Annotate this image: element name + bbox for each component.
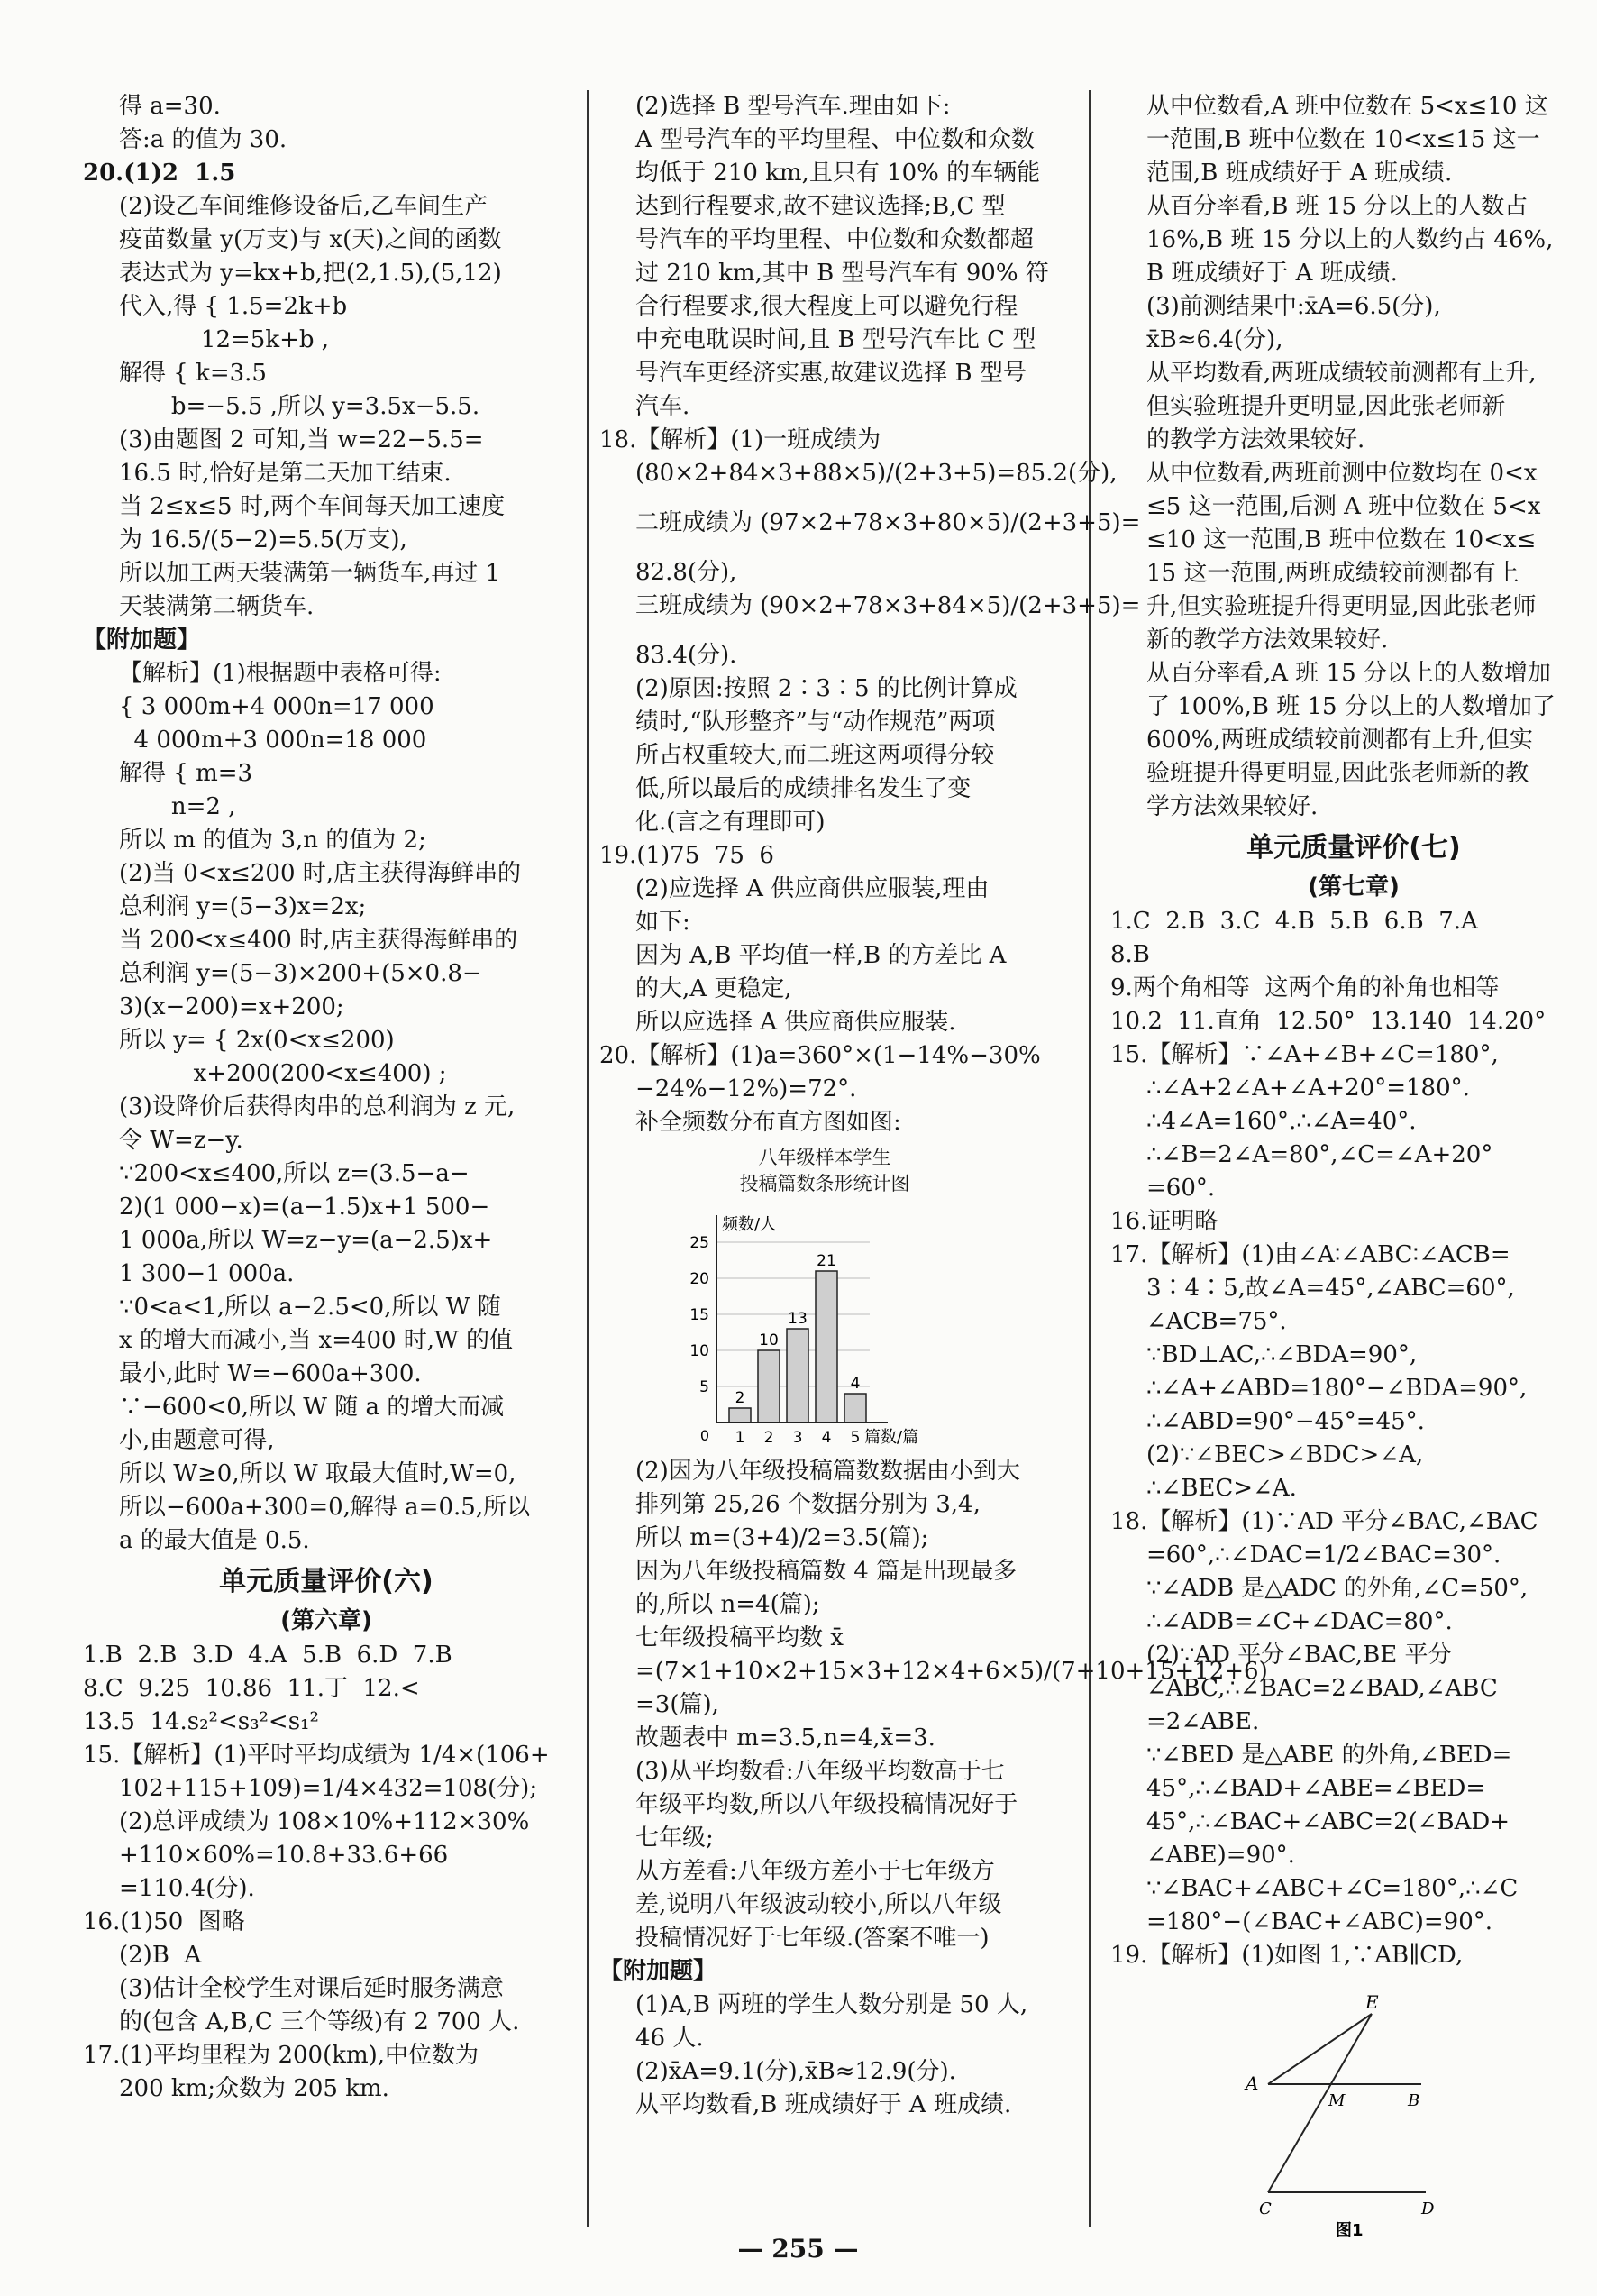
text-line: ≤10 这一范围,B 班中位数在 10<x≤	[1146, 526, 1537, 553]
text-line: 【附加题】	[83, 627, 201, 654]
text-line: ∴∠A+∠ABD=180°−∠BDA=90°,	[1146, 1375, 1528, 1402]
text-line: 七年级;	[635, 1825, 714, 1852]
bar-value-label: 4	[850, 1375, 861, 1393]
y-tick-label: 25	[689, 1234, 709, 1252]
y-tick-label: 20	[689, 1270, 709, 1288]
text-line: 天装满第二辆货车.	[119, 593, 315, 620]
text-line: 12=5k+b ,	[119, 326, 330, 353]
text-line: (3)从平均数看:八年级平均数高于七	[635, 1758, 1005, 1785]
text-line: 二班成绩为 (97×2+78×3+80×5)/(2+3+5)=	[635, 509, 1141, 536]
text-line	[599, 623, 1072, 639]
chart-title: 八年级样本学生	[758, 1147, 891, 1168]
text-line: (3)由题图 2 可知,当 w=22−5.5=	[119, 426, 484, 453]
bar	[844, 1394, 866, 1422]
text-line: 所以加工两天装满第一辆货车,再过 1	[119, 560, 501, 587]
label-m: M	[1328, 2091, 1346, 2110]
y-tick-label: 10	[689, 1342, 709, 1360]
text-line: (2)B A	[119, 1942, 202, 1969]
text-line: 1.C 2.B 3.C 4.B 5.B 6.B 7.A	[1110, 908, 1478, 935]
text-line: 为 16.5/(5−2)=5.5(万支),	[119, 526, 407, 553]
text-line: 【附加题】	[599, 1958, 717, 1985]
text-line: 但实验班提升更明显,因此张老师新	[1146, 393, 1506, 420]
text-line: (1)A,B 两班的学生人数分别是 50 人,	[635, 1991, 1028, 2018]
text-line: 从平均数看,B 班成绩好于 A 班成绩.	[635, 2091, 1012, 2118]
text-line: 的大,A 更稳定,	[635, 975, 792, 1002]
text-line: ∠ACB=75°.	[1146, 1308, 1287, 1335]
label-a: A	[1246, 2072, 1259, 2094]
text-line: 总利润 y=(5−3)×200+(5×0.8−	[119, 960, 482, 987]
text-line: (2)总评成绩为 108×10%+112×30%	[119, 1808, 530, 1835]
bar	[787, 1329, 808, 1422]
text-line: 9.两个角相等 这两个角的补角也相等	[1110, 974, 1500, 1002]
text-line: ∴∠BEC>∠A.	[1146, 1475, 1297, 1502]
text-line: 所以 W≥0,所以 W 取最大值时,W=0,	[119, 1460, 516, 1487]
text-line: ∵∠ADB 是△ADC 的外角,∠C=50°,	[1146, 1575, 1529, 1602]
text-line: 15.【解析】(1)平时平均成绩为 1/4×(106+	[83, 1742, 550, 1769]
text-line: 的教学方法效果较好.	[1146, 426, 1365, 453]
text-line: 从百分率看,B 班 15 分以上的人数占	[1146, 193, 1529, 220]
text-line: 所以 m=(3+4)/2=3.5(篇);	[635, 1524, 929, 1551]
text-line: 范围,B 班成绩好于 A 班成绩.	[1146, 160, 1453, 187]
text-line: 化.(言之有理即可)	[635, 809, 826, 836]
y-axis-label: 频数/人	[722, 1215, 777, 1234]
x-tick-label: 4	[821, 1429, 832, 1447]
text-line: ∴∠ABD=90°−45°=45°.	[1146, 1408, 1425, 1435]
text-line: 16%,B 班 15 分以上的人数约占 46%,	[1146, 226, 1554, 253]
text-line: 令 W=z−y.	[119, 1127, 243, 1154]
page-number: — 255 —	[737, 2234, 859, 2264]
text-line: 【解析】(1)根据题中表格可得:	[119, 660, 442, 687]
text-line: =60°,∴∠DAC=1/2∠BAC=30°.	[1146, 1541, 1501, 1569]
y-tick-label: 15	[689, 1306, 709, 1324]
text-line: 20.(1)2 1.5	[83, 160, 236, 187]
text-line: 4 000m+3 000n=18 000	[119, 727, 427, 754]
text-line: 17.【解析】(1)由∠A∶∠ABC∶∠ACB=	[1110, 1241, 1510, 1268]
text-line: 疫苗数量 y(万支)与 x(天)之间的函数	[119, 226, 502, 253]
answer-column-1	[83, 90, 570, 2218]
text-line: (2)选择 B 型号汽车.理由如下:	[635, 93, 951, 120]
text-line: ∵BD⊥AC,∴∠BDA=90°,	[1146, 1341, 1418, 1368]
text-line: =60°.	[1146, 1175, 1216, 1202]
text-line: 答:a 的值为 30.	[119, 126, 287, 153]
text-line: (3)设降价后获得肉串的总利润为 z 元,	[119, 1093, 516, 1121]
text-line: ∵0<a<1,所以 a−2.5<0,所以 W 随	[119, 1294, 501, 1321]
text-line: n=2 ,	[119, 793, 236, 820]
text-line: 年级平均数,所以八年级投稿情况好于	[635, 1791, 1018, 1818]
text-line: 如下:	[635, 909, 690, 936]
text-line: 19.【解析】(1)如图 1,∵AB∥CD,	[1110, 1942, 1464, 1969]
x-tick-label: 2	[763, 1429, 774, 1447]
text-line: 18.【解析】(1)∵AD 平分∠BAC,∠BAC	[1110, 1508, 1538, 1535]
text-line: 1 300−1 000a.	[119, 1260, 295, 1287]
text-line: (2)应选择 A 供应商供应服装,理由	[635, 875, 990, 902]
text-line: 从平均数看,两班成绩较前测都有上升,	[1146, 360, 1537, 387]
text-line: −24%−12%)=72°.	[635, 1075, 857, 1102]
text-line: (80×2+84×3+88×5)/(2+3+5)=85.2(分),	[635, 460, 1118, 487]
text-line: 绩时,“队形整齐”与“动作规范”两项	[635, 709, 996, 736]
text-line: 升,但实验班提升得更明显,因此张老师	[1146, 593, 1537, 620]
text-line: 表达式为 y=kx+b,把(2,1.5),(5,12)	[119, 260, 502, 287]
text-line: 8.C 9.25 10.86 11.丁 12.<	[83, 1675, 420, 1702]
text-line: 均低于 210 km,且只有 10% 的车辆能	[635, 160, 1041, 187]
text-line: 所占权重较大,而二班这两项得分较	[635, 742, 995, 769]
label-d: D	[1421, 2200, 1435, 2218]
geometry-figure-1	[1110, 1978, 1579, 2239]
text-line: =3(篇),	[635, 1691, 719, 1718]
text-line: 16.5 时,恰好是第二天加工结束.	[119, 460, 452, 487]
chart-svg	[635, 1197, 1014, 1450]
line-ae	[1268, 2014, 1372, 2084]
text-line: 当 200<x≤400 时,店主获得海鲜串的	[119, 927, 518, 954]
text-line: 号汽车的平均里程、中位数和众数都超	[635, 226, 1035, 253]
bar-value-label: 13	[788, 1310, 808, 1328]
text-line: (2)∵AD 平分∠BAC,BE 平分	[1146, 1642, 1452, 1669]
text-line: b=−5.5 ,所以 y=3.5x−5.5.	[119, 393, 480, 420]
text-line: 总利润 y=(5−3)x=2x;	[119, 893, 367, 920]
text-line: 45°,∴∠BAD+∠ABE=∠BED=	[1146, 1775, 1486, 1802]
x-tick-label: 5	[850, 1429, 861, 1447]
text-line: 差,说明八年级波动较小,所以八年级	[635, 1891, 1002, 1918]
text-line: 解得 { m=3	[119, 760, 253, 787]
text-line: (2)当 0<x≤200 时,店主获得海鲜串的	[119, 860, 522, 887]
text-line: 从中位数看,A 班中位数在 5<x≤10 这	[1146, 93, 1548, 120]
text-line: ∠ABE)=90°.	[1146, 1842, 1295, 1869]
x-tick-label: 3	[792, 1429, 803, 1447]
bar-value-label: 21	[817, 1252, 836, 1270]
text-line	[599, 540, 1072, 556]
text-line: 从中位数看,两班前测中位数均在 0<x	[1146, 460, 1538, 487]
text-line: 19.(1)75 75 6	[599, 842, 774, 869]
text-line: 单元质量评价(七)	[1246, 832, 1461, 864]
bar-value-label: 2	[735, 1389, 745, 1407]
text-line: 小,由题意可得,	[119, 1427, 275, 1454]
text-line: 代入,得 { 1.5=2k+b	[119, 293, 348, 320]
text-line: 45°,∴∠BAC+∠ABC=2(∠BAD+	[1146, 1808, 1510, 1835]
text-line: B 班成绩好于 A 班成绩.	[1146, 260, 1398, 287]
x-tick-label: 1	[735, 1429, 745, 1447]
text-line: 新的教学方法效果较好.	[1146, 627, 1389, 654]
chart-subtitle: 投稿篇数条形统计图	[739, 1173, 910, 1194]
text-line: 所以应选择 A 供应商供应服装.	[635, 1009, 956, 1036]
text-line: ∵−600<0,所以 W 随 a 的增大而减	[119, 1394, 505, 1421]
text-line: 故题表中 m=3.5,n=4,x̄=3.	[635, 1724, 935, 1752]
text-line: ∠ABC,∴∠BAC=2∠BAD,∠ABC	[1146, 1675, 1498, 1702]
y-tick-label: 5	[699, 1378, 709, 1396]
text-line: (第六章)	[280, 1607, 372, 1634]
label-e: E	[1365, 1991, 1379, 2013]
bar-chart	[635, 1145, 1014, 1450]
text-line: ∴∠B=2∠A=80°,∠C=∠A+20°	[1146, 1141, 1493, 1168]
text-line: 汽车.	[635, 393, 690, 420]
text-line: 的,所以 n=4(篇);	[635, 1591, 820, 1618]
text-line: ∴∠A+2∠A+∠A+20°=180°.	[1146, 1075, 1470, 1102]
text-line	[599, 490, 1072, 507]
text-line: 学方法效果较好.	[1146, 793, 1319, 820]
text-line: 15 这一范围,两班成绩较前测都有上	[1146, 560, 1519, 587]
text-line: 17.(1)平均里程为 200(km),中位数为	[83, 2042, 479, 2069]
text-line: 七年级投稿平均数 x̄	[635, 1624, 844, 1651]
text-line: (2)设乙车间维修设备后,乙车间生产	[119, 193, 488, 220]
text-line: 18.【解析】(1)一班成绩为	[599, 426, 881, 453]
text-line: 1 000a,所以 W=z−y=(a−2.5)x+	[119, 1227, 493, 1254]
column-divider-right	[1089, 90, 1091, 2227]
text-line: ≤5 这一范围,后测 A 班中位数在 5<x	[1146, 493, 1541, 520]
text-line: 低,所以最后的成绩排名发生了变	[635, 775, 972, 802]
text-line: 83.4(分).	[635, 642, 737, 669]
text-line: 16.证明略	[1110, 1208, 1218, 1235]
text-line: (2)原因:按照 2∶3∶5 的比例计算成	[635, 675, 1018, 702]
text-line: 三班成绩为 (90×2+78×3+84×5)/(2+3+5)=	[635, 592, 1141, 619]
text-line: { 3 000m+4 000n=17 000	[119, 693, 434, 720]
text-line: (2)x̄A=9.1(分),x̄B≈12.9(分).	[635, 2058, 956, 2085]
origin-label: 0	[699, 1427, 709, 1444]
text-line: (3)前测结果中:x̄A=6.5(分),	[1146, 293, 1441, 320]
text-line: 从百分率看,A 班 15 分以上的人数增加	[1146, 660, 1551, 687]
text-line: 达到行程要求,故不建议选择;B,C 型	[635, 193, 1006, 220]
text-line: =2∠ABE.	[1146, 1708, 1260, 1735]
text-line: x̄B≈6.4(分),	[1146, 326, 1283, 353]
text-line: =180°−(∠BAC+∠ABC)=90°.	[1146, 1908, 1493, 1935]
text-line: x+200(200<x≤400) ;	[119, 1060, 447, 1087]
text-line: (2)因为八年级投稿篇数数据由小到大	[635, 1458, 1020, 1485]
text-line: 最小,此时 W=−600a+300.	[119, 1360, 422, 1387]
text-line: +110×60%=10.8+33.6+66	[119, 1842, 449, 1869]
x-axis-label: 篇数/篇	[864, 1428, 919, 1447]
text-line: 所以 m 的值为 3,n 的值为 2;	[119, 827, 426, 854]
text-line: =(7×1+10×2+15×3+12×4+6×5)/(7+10+15+12+6)	[635, 1658, 1268, 1685]
text-line: 16.(1)50 图略	[83, 1908, 245, 1935]
text-line: 排列第 25,26 个数据分别为 3,4,	[635, 1491, 981, 1518]
text-line: ∵200<x≤400,所以 z=(3.5−a−	[119, 1160, 470, 1187]
text-line: 因为八年级投稿篇数 4 篇是出现最多	[635, 1558, 1018, 1585]
text-line: 当 2≤x≤5 时,两个车间每天加工速度	[119, 493, 506, 520]
text-line: ∴4∠A=160°.∴∠A=40°.	[1146, 1108, 1417, 1135]
bar	[816, 1271, 837, 1422]
text-line: (第七章)	[1308, 874, 1400, 901]
text-line: 8.B	[1110, 941, 1150, 968]
text-line: 投稿情况好于七年级.(答案不唯一)	[635, 1925, 990, 1952]
text-line: x 的增大而减小,当 x=400 时,W 的值	[119, 1327, 514, 1354]
text-line: 82.8(分),	[635, 559, 737, 586]
text-line: 200 km;众数为 205 km.	[119, 2075, 389, 2102]
text-line: 一范围,B 班中位数在 10<x≤15 这一	[1146, 126, 1540, 153]
text-line: 20.【解析】(1)a=360°×(1−14%−30%	[599, 1042, 1041, 1069]
text-line: 因为 A,B 平均值一样,B 的方差比 A	[635, 942, 1007, 969]
column-3-text	[1110, 90, 1597, 1972]
text-line: 13.5 14.s₂²<s₃²<s₁²	[83, 1708, 319, 1735]
text-line: 600%,两班成绩较前测都有上升,但实	[1146, 727, 1533, 754]
text-line: 10.2 11.直角 12.50° 13.140 14.20°	[1110, 1008, 1547, 1035]
text-line: 号汽车更经济实惠,故建议选择 B 型号	[635, 360, 1027, 387]
text-line: 所以 y= { 2x(0<x≤200)	[119, 1027, 395, 1054]
text-line: 中充电耽误时间,且 B 型号汽车比 C 型	[635, 326, 1036, 353]
text-line: 1.B 2.B 3.D 4.A 5.B 6.D 7.B	[83, 1642, 452, 1669]
text-line: 合行程要求,很大程度上可以避免行程	[635, 293, 1018, 320]
text-line: a 的最大值是 0.5.	[119, 1527, 310, 1554]
bar-value-label: 10	[759, 1331, 779, 1349]
text-line: 所以−600a+300=0,解得 a=0.5,所以	[119, 1494, 531, 1521]
bar	[758, 1350, 780, 1422]
text-line: 从方差看:八年级方差小于七年级方	[635, 1858, 995, 1885]
text-line: 2)(1 000−x)=(a−1.5)x+1 500−	[119, 1194, 490, 1221]
text-line: 15.【解析】∵∠A+∠B+∠C=180°,	[1110, 1041, 1499, 1068]
text-line: 解得 { k=3.5	[119, 360, 267, 387]
figure-svg	[1110, 1978, 1579, 2239]
text-line: ∵∠BAC+∠ABC+∠C=180°,∴∠C	[1146, 1875, 1519, 1902]
text-line: 单元质量评价(六)	[219, 1566, 433, 1597]
text-line: A 型号汽车的平均里程、中位数和众数	[635, 126, 1036, 153]
text-line: (3)估计全校学生对课后延时服务满意	[119, 1975, 504, 2002]
text-line: 的(包含 A,B,C 三个等级)有 2 700 人.	[119, 2008, 520, 2035]
text-line: 补全频数分布直方图如图:	[635, 1109, 901, 1136]
label-c: C	[1259, 2200, 1272, 2218]
text-line: ∵∠BED 是△ABE 的外角,∠BED=	[1146, 1742, 1512, 1769]
answer-column-3	[1110, 90, 1597, 2240]
text-line: 102+115+109)=1/4×432=108(分);	[119, 1775, 538, 1802]
column-divider-left	[587, 90, 589, 2227]
text-line: 过 210 km,其中 B 型号汽车有 90% 符	[635, 260, 1049, 287]
bar	[729, 1408, 751, 1422]
text-line: 3∶4∶5,故∠A=45°,∠ABC=60°,	[1146, 1275, 1515, 1302]
figure-caption: 图1	[1336, 2221, 1364, 2240]
text-line: ∴∠ADB=∠C+∠DAC=80°.	[1146, 1608, 1453, 1635]
text-line: 得 a=30.	[119, 93, 221, 120]
line-ec	[1268, 2014, 1372, 2192]
text-line: (2)∵∠BEC>∠BDC>∠A,	[1146, 1441, 1424, 1468]
text-line: =110.4(分).	[119, 1875, 255, 1902]
text-line: 3)(x−200)=x+200;	[119, 993, 344, 1020]
text-line: 46 人.	[635, 2025, 704, 2052]
text-line: 了 100%,B 班 15 分以上的人数增加了	[1146, 693, 1556, 720]
label-b: B	[1408, 2091, 1420, 2110]
text-line: 验班提升得更明显,因此张老师新的教	[1146, 760, 1529, 787]
